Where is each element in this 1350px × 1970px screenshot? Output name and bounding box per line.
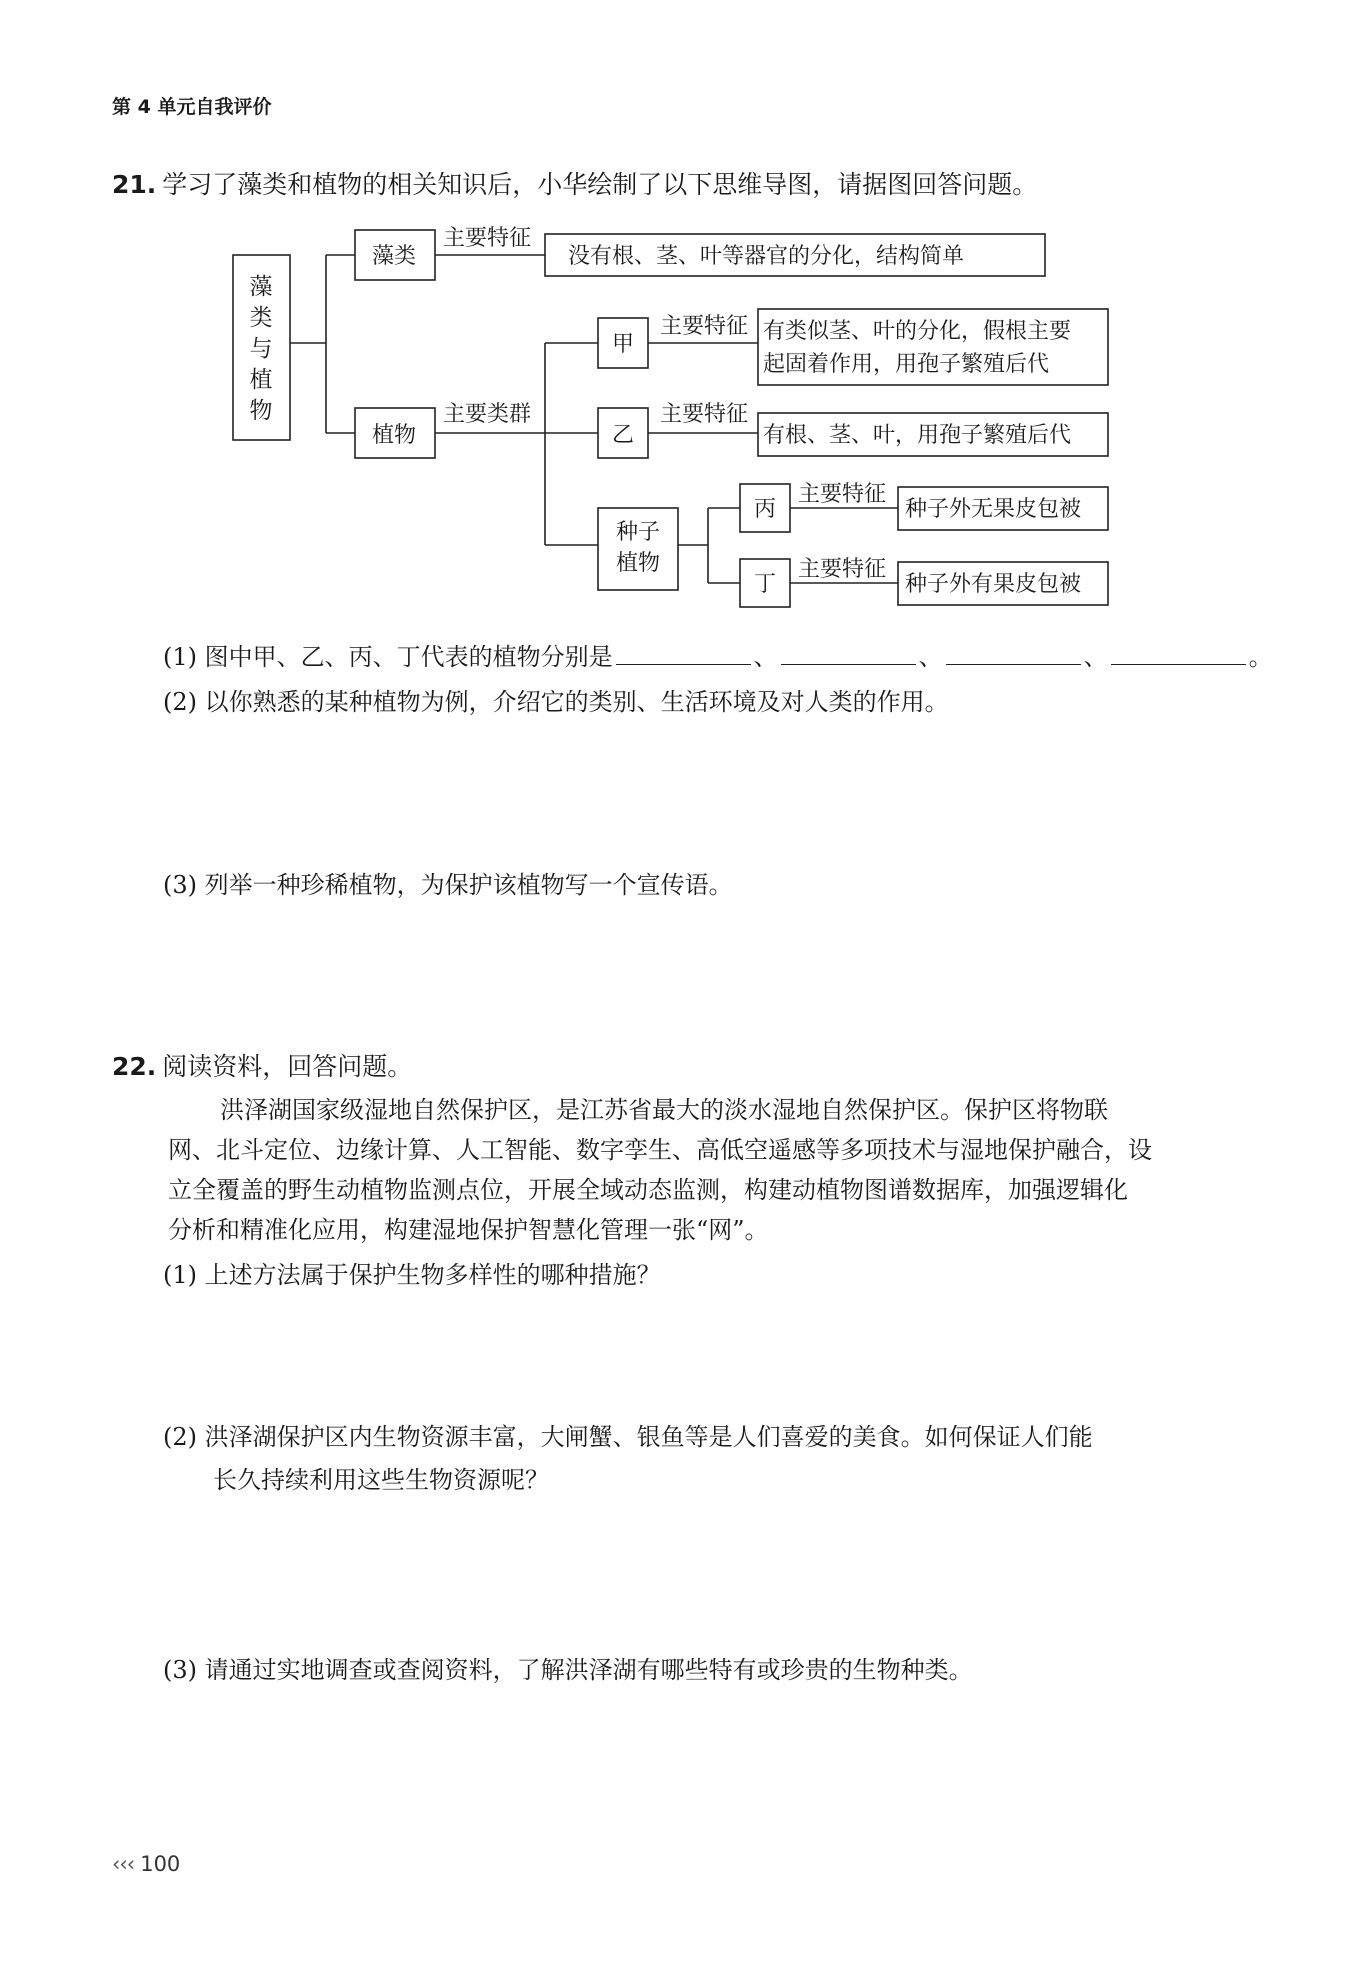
ding-feature-text: 种子外有果皮包被 — [905, 572, 1082, 597]
algae-relation-label: 主要特征 — [443, 226, 532, 251]
sub-label: (3) — [163, 871, 197, 899]
reading-passage — [168, 1090, 1218, 1250]
bing-relation-label: 主要特征 — [798, 482, 887, 507]
answer-blank[interactable] — [946, 642, 1081, 665]
question-22-stem — [112, 1047, 412, 1083]
answer-blank[interactable] — [1111, 642, 1246, 665]
plants-relation-label: 主要类群 — [443, 402, 532, 427]
sub-text: 图中甲、乙、丙、丁代表的植物分别是 — [204, 643, 613, 671]
separator: 。 — [1248, 643, 1273, 671]
page-footer — [112, 1852, 180, 1876]
question-text: 学习了藻类和植物的相关知识后，小华绘制了以下思维导图，请据图回答问题。 — [162, 170, 1038, 199]
algae-label: 藻类 — [372, 244, 417, 269]
q21-sub2 — [163, 682, 949, 717]
separator: 、 — [1083, 643, 1108, 671]
jia-feature-line: 起固着作用，用孢子繁殖后代 — [763, 352, 1050, 377]
root-char: 藻 — [249, 274, 273, 300]
sub-label: (1) — [163, 643, 197, 671]
page-number: 100 — [140, 1852, 181, 1876]
sub-text: 以你熟悉的某种植物为例，介绍它的类别、生活环境及对人类的作用。 — [204, 688, 949, 716]
algae-feature-text: 没有根、茎、叶等器官的分化，结构简单 — [568, 244, 965, 269]
sub-label: (3) — [163, 1656, 197, 1684]
q22-sub1 — [163, 1255, 661, 1290]
passage-line: 网、北斗定位、边缘计算、人工智能、数字孪生、高低空遥感等多项技术与湿地保护融合，设 — [168, 1136, 1152, 1164]
question-number: 21. — [112, 170, 157, 199]
ding-relation-label: 主要特征 — [798, 557, 887, 582]
root-char: 与 — [249, 336, 273, 362]
jia-feature-line: 有类似茎、叶的分化，假根主要 — [763, 319, 1072, 344]
q21-sub1 — [163, 637, 1273, 672]
q22-sub2 — [163, 1417, 1093, 1452]
answer-blank[interactable] — [781, 642, 916, 665]
sub-text: 洪泽湖保护区内生物资源丰富，大闸蟹、银鱼等是人们喜爱的美食。如何保证人们能 — [204, 1423, 1093, 1451]
passage-line: 分析和精准化应用，构建湿地保护智慧化管理一张“网”。 — [168, 1216, 769, 1244]
question-text: 阅读资料，回答问题。 — [162, 1052, 413, 1081]
root-char: 物 — [249, 398, 273, 424]
bing-feature-text: 种子外无果皮包被 — [905, 497, 1082, 522]
question-number: 22. — [112, 1052, 157, 1081]
jia-label: 甲 — [612, 332, 635, 357]
separator: 、 — [918, 643, 943, 671]
seed-plant-line: 植物 — [615, 551, 661, 576]
separator: 、 — [753, 643, 778, 671]
yi-feature-text: 有根、茎、叶，用孢子繁殖后代 — [763, 423, 1072, 448]
sub-label: (2) — [163, 688, 197, 716]
root-char: 类 — [249, 305, 273, 331]
mind-map-diagram — [0, 0, 1350, 640]
bing-label: 丙 — [754, 497, 777, 522]
sub-text: 上述方法属于保护生物多样性的哪种措施？ — [204, 1261, 661, 1289]
ding-label: 丁 — [754, 572, 777, 597]
unit-header: 第 4 单元自我评价 — [112, 96, 272, 118]
answer-blank[interactable] — [616, 642, 751, 665]
passage-line: 立全覆盖的野生动植物监测点位，开展全域动态监测，构建动植物图谱数据库，加强逻辑化 — [168, 1176, 1128, 1204]
q22-sub2-cont: 长久持续利用这些生物资源呢？ — [213, 1466, 549, 1494]
passage-line: 洪泽湖国家级湿地自然保护区，是江苏省最大的淡水湿地自然保护区。保护区将物联 — [220, 1096, 1108, 1124]
root-char: 植 — [249, 367, 273, 393]
jia-relation-label: 主要特征 — [660, 314, 749, 339]
page-arrows-icon: ‹‹‹ — [112, 1852, 135, 1876]
sub-text: 请通过实地调查或查阅资料，了解洪泽湖有哪些特有或珍贵的生物种类。 — [204, 1656, 973, 1684]
q22-sub3 — [163, 1650, 973, 1685]
seed-plant-line: 种子 — [615, 520, 661, 545]
yi-label: 乙 — [612, 423, 635, 448]
plants-label: 植物 — [372, 423, 417, 448]
sub-label: (2) — [163, 1423, 197, 1451]
sub-text: 列举一种珍稀植物，为保护该植物写一个宣传语。 — [204, 871, 733, 899]
sub-label: (1) — [163, 1261, 197, 1289]
yi-relation-label: 主要特征 — [660, 402, 749, 427]
q21-sub3 — [163, 865, 733, 900]
